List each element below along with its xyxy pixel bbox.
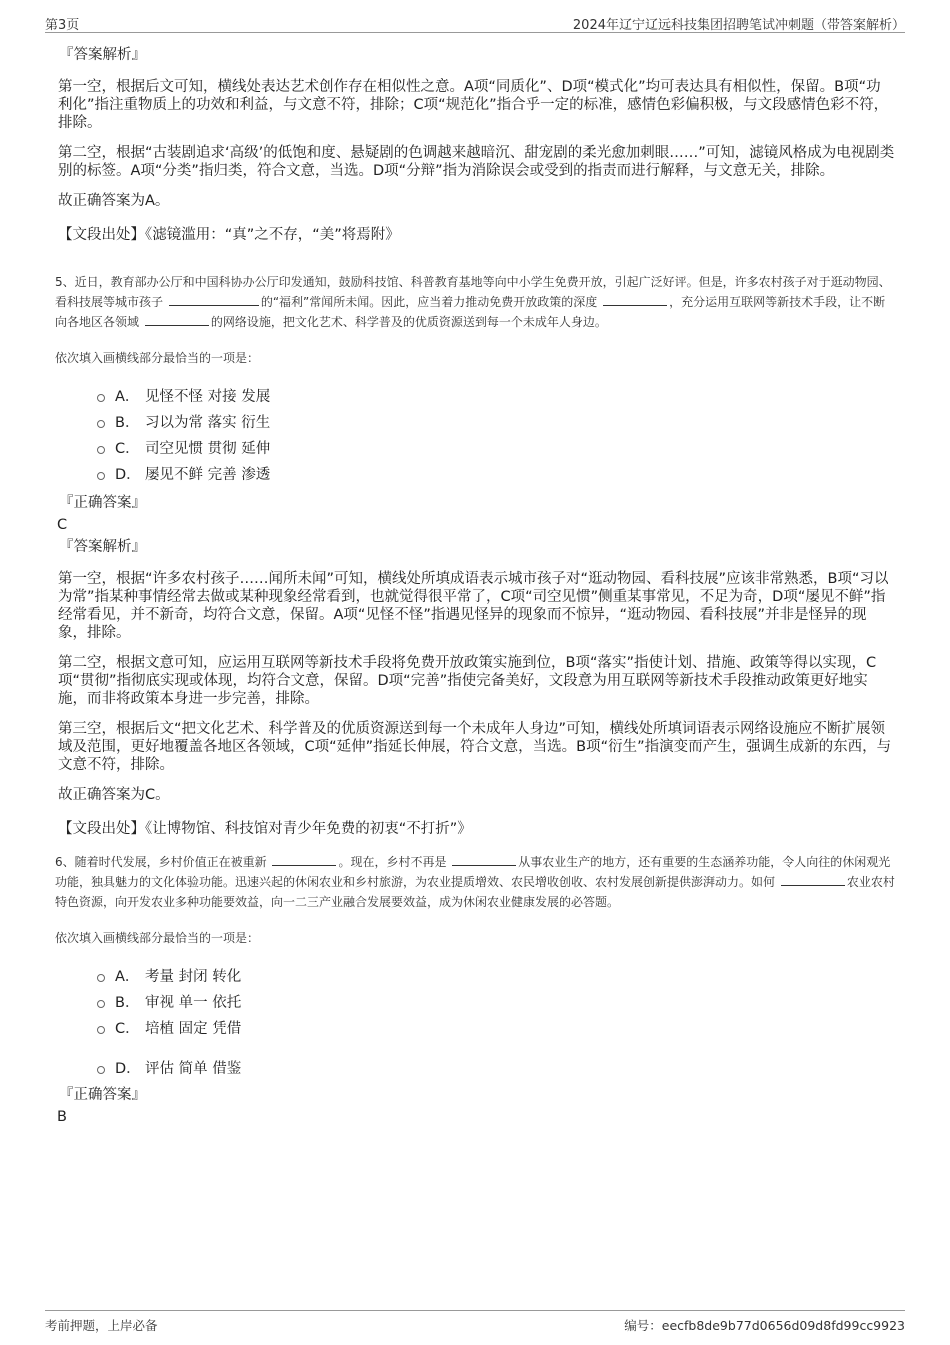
text-source: 【文段出处】《让博物馆、科技馆对青少年免费的初衷“不打折”》 (58, 821, 472, 837)
option-a[interactable]: A． 考量 封闭 转化 (97, 962, 895, 988)
document-id: 编号：eecfb8de9b77d0656d09d8fd99cc9923 (624, 1318, 905, 1333)
option-c[interactable]: C． 培植 固定 凭借 (97, 1014, 895, 1040)
page-content (55, 36, 895, 1126)
fill-blank (452, 853, 516, 866)
radio-icon[interactable] (97, 420, 105, 428)
fill-blank (272, 853, 336, 866)
footer-slogan: 考前押题，上岸必备 (45, 1318, 158, 1333)
radio-icon[interactable] (97, 1000, 105, 1008)
correct-answer-label: 『正确答案』 (59, 1087, 146, 1103)
q5-options (97, 382, 895, 486)
q5-analysis (55, 570, 895, 804)
analysis-paragraph: 第二空，根据文意可知，应运用互联网等新技术手段将免费开放政策实施到位，B项“落实”指使计划、措施、政策等得以实现，C项“贯彻”指彻底实现或体现，均符合文意，保留。D项“完善”指使完备美好，文段意为用互联网等新技术手段推动政策更好地实施，而非将政策本身进一步完善，排除。 (58, 655, 877, 707)
radio-icon[interactable] (97, 974, 105, 982)
question-prompt: 依次填入画横线部分最恰当的一项是： (55, 931, 260, 945)
option-b[interactable]: B． 审视 单一 依托 (97, 988, 895, 1014)
question-5: 5、近日，教育部办公厅和中国科协办公厅印发通知，鼓励科技馆、科普教育基地等向中小学生免费开放，引起广泛好评。但是，许多农村孩子对于逛动物园、看科技展等城市孩子 的“福利”常闻所未闻。因此，应当着力推动免费开放政策的深度 ，充分运用互联网等新技术手段，让不断向各地区各领域 的网络设施，把文化艺术、科学普及的优质资源送到每一个未成年人身边。 (55, 275, 891, 329)
fill-blank (169, 293, 259, 306)
analysis-paragraph: 第二空，根据“古装剧追求‘高级’的低饱和度、悬疑剧的色调越来越暗沉、甜宠剧的柔光愈加刺眼……”可知，滤镜风格成为电视剧类别的标签。A项“分类”指归类，符合文意，当选。D项“分辩”指为消除误会或受到的指责而进行解释，与文意无关，排除。 (58, 145, 895, 179)
page-number: 第3页 (45, 18, 80, 33)
analysis-paragraph: 第一空，根据“许多农村孩子……闻所未闻”可知，横线处所填成语表示城市孩子对“逛动物园、看科技展”应该非常熟悉，B项“习以为常”指某种事情经常去做或某种现象经常看到，也就觉得很平常了，C项“司空见惯”侧重某事常见，不足为奇，D项“屡见不鲜”指经常看见，并不新奇，均符合文意，保留。A项“见怪不怪”指遇见怪异的现象而不惊异，“逛动物园、看科技展”并非是怪异的现象，排除。 (58, 571, 889, 641)
text-source: 【文段出处】《滤镜滥用：“真”之不存，“美”将焉附》 (58, 227, 400, 243)
q4-analysis (55, 78, 895, 210)
radio-icon[interactable] (97, 1026, 105, 1034)
question-prompt: 依次填入画横线部分最恰当的一项是： (55, 351, 260, 365)
analysis-conclusion: 故正确答案为A。 (58, 193, 170, 209)
analysis-label: 『答案解析』 (59, 47, 146, 63)
correct-answer: B (57, 1109, 67, 1125)
document-title: 2024年辽宁辽远科技集团招聘笔试冲刺题（带答案解析） (572, 18, 905, 33)
radio-icon[interactable] (97, 394, 105, 402)
fill-blank (145, 313, 209, 326)
analysis-paragraph: 第三空，根据后文“把文化艺术、科学普及的优质资源送到每一个未成年人身边”可知，横线处所填词语表示网络设施应不断扩展领域及范围，更好地覆盖各地区各领域，C项“延伸”指延长伸展，符合文意，当选。B项“衍生”指演变而产生，强调生成新的东西，与文意不符，排除。 (58, 721, 892, 773)
correct-answer: C (57, 517, 68, 533)
radio-icon[interactable] (97, 1066, 105, 1074)
analysis-label: 『答案解析』 (59, 539, 146, 555)
correct-answer-label: 『正确答案』 (59, 495, 146, 511)
analysis-paragraph: 第一空，根据后文可知，横线处表达艺术创作存在相似性之意。A项“同质化”、D项“模式化”均可表达具有相似性，保留。B项“功利化”指注重物质上的功效和利益，与文意不符，排除；C项“规范化”指合乎一定的标准，感情色彩偏积极，与文段感情色彩不符，排除。 (58, 79, 889, 131)
option-d[interactable]: D． 评估 简单 借鉴 (97, 1054, 895, 1080)
fill-blank (603, 293, 667, 306)
option-b[interactable]: B． 习以为常 落实 衍生 (97, 408, 895, 434)
page-footer (45, 1310, 905, 1335)
radio-icon[interactable] (97, 472, 105, 480)
q6-options (97, 962, 895, 1080)
option-d[interactable]: D． 屡见不鲜 完善 渗透 (97, 460, 895, 486)
fill-blank (781, 873, 845, 886)
option-c[interactable]: C． 司空见惯 贯彻 延伸 (97, 434, 895, 460)
analysis-conclusion: 故正确答案为C。 (58, 787, 170, 803)
page-header (45, 12, 905, 33)
question-6: 6、随着时代发展，乡村价值正在被重新 。现在，乡村不再是 从事农业生产的地方，还有重要的生态涵养功能，令人向往的休闲观光功能，独具魅力的文化体验功能。迅速兴起的休闲农业和乡村旅游，为农业提质增效、农民增收创收、农村发展创新提供澎湃动力。如何 农业农村特色资源，向开发农业多种功能要效益，向一二三产业融合发展要效益，成为休闲农业健康发展的必答题。 (55, 855, 895, 909)
option-a[interactable]: A． 见怪不怪 对接 发展 (97, 382, 895, 408)
radio-icon[interactable] (97, 446, 105, 454)
